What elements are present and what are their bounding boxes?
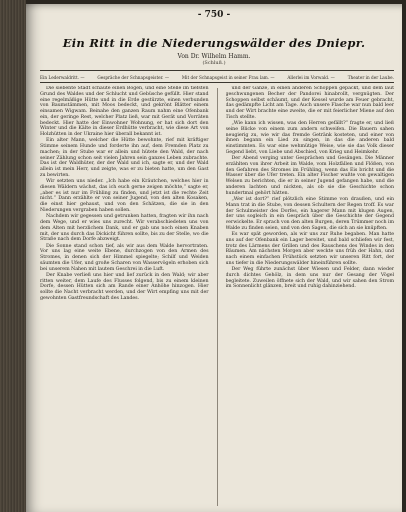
paragraph: „Wer ist dort?“ rief plötzlich eine Stimme von draußen, und ein Mann trat in die Stube, von dessen Schultern der Regen troff. Es war der Schulmeister des Dorfes, ein hagerer Mann mit klugen Augen, der uns sogleich in ein Gespräch über die Geschichte der Gegend verwickelte. Er sprach von den alten Burgen, deren Trümmer noch im Walde zu finden seien, und von den Sagen, die sich an sie knüpften. xyxy=(225,197,394,231)
page-number: - 750 - xyxy=(197,10,231,20)
summary-item: Gespräche der Schnapsgeister. — xyxy=(97,75,170,80)
continuation-note: (Schluß.) xyxy=(202,60,226,66)
summary-item: Theater in der Laube. xyxy=(347,75,394,80)
paragraph: Wir setzten uns nieder. „Ich habe ein Kräutchen, welches hier in diesen Wäldern wächst, das ich euch gerne zeigen möchte,“ sagte er, „aber es ist nur im Frühling zu finden, und jetzt ist die rechte Zeit nicht.“ Dann erzählte er von seiner Jugend, von den alten Kosaken, die einst hier gehaust, und von den Schätzen, die sie in den Niederungen vergraben haben sollen. xyxy=(40,179,209,213)
paragraph: Die siebente Stadt schaute einen Bogen, und eine Stelle im tiefsten Grund des Waldes und der Schlucht und Gebüsche gefüllt. Hier stand eine regelmäßige Hütte und in die Erde gestürzte, einen verbunden von Baumstämmen, mit Moos bedeckt, und gekrönt Blätter einem einsamen Wigwam. Beinahe den ganzen Raum nahm eine Ofenbank ein, der geringe Rest, welcher Platz ließ, war mit Gerät und Vorräten bedeckt. Hier hatte der Einwohner Wohnung, er hat sich dort den Winter und die Kälte in dieser Erdhütte verbracht, wie diese Art von Holzhütten in der Ukraine hier überall bekannt ist. xyxy=(40,86,209,137)
paragraph: Nachdem wir gegessen und getrunken hatten, fragten wir ihn nach dem Wege, und er wies uns zurecht. Wir verabschiedeten uns von dem Alten mit herzlichem Dank, und er gab uns noch einen Knaben mit, der uns durch das Dickicht führen sollte, bis zu der Stelle, wo die Straße nach dem Dorfe abzweigt. xyxy=(40,214,209,243)
column-divider xyxy=(217,88,218,506)
article-title: Ein Ritt in die Niederungswälder des Dniepr. xyxy=(62,36,366,50)
paragraph: Ein alter Mann, welcher die Hütte bewohnte, rief mit kräftiger Stimme seinem Hunde und forderte ihn auf, dem Fremden Platz zu machen; in der Stube war er allein und hütete den Wald, der nach seiner Zählung schon seit vielen Jahren sein ganzes Leben zubrachte. Das ist der Waldhüter, der der Wald und ich, sagte er, und der Wald allein ist mein Herr, und zeigte, was er zu bieten hatte, um den Gast zu bewirten. xyxy=(40,138,209,178)
summary-item: Ein Lederwaldritt. — xyxy=(40,75,85,80)
paragraph: Die Sonne stand schon tief, als wir aus dem Walde hervortraten. Vor uns lag eine weite Ebene, durchzogen von den Armen des Stromes, in denen sich der Himmel spiegelte; Schilf und Weiden säumten die Ufer, und große Scharen von Wasservögeln erhoben sich bei unserem Nahen mit lautem Geschrei in die Luft. xyxy=(40,243,209,272)
article-byline: Von Dr. Wilhelm Hamm. xyxy=(177,53,251,60)
section-summary xyxy=(40,75,394,80)
summary-item: Mit der Schnapsgeist in seiner Frau lam. — xyxy=(181,75,275,80)
book-page-edges xyxy=(0,0,26,512)
book-page xyxy=(26,4,402,512)
right-column xyxy=(226,86,395,508)
paragraph: Es war spät geworden, als wir uns zur Ruhe begaben. Man hatte uns auf der Ofenbank ein Lager bereitet, und bald schliefen wir fest, trotz des Lärmens der Grillen und des Rauschens des Windes in den Bäumen. Am nächsten Morgen aber weckte uns früh der Hahn, und nach einem einfachen Frühstück setzten wir unseren Ritt fort, der uns tiefer in die Niederungswälder hineinführen sollte. xyxy=(225,232,394,266)
summary-rule xyxy=(40,82,394,83)
summary-item: Allerlei im Vorwald. — xyxy=(287,75,335,80)
top-rule xyxy=(40,70,394,71)
paragraph: „Wie kann ich wissen, was den Herren gefällt?“ fragte er, und ließ seine Blicke von einem zum andern schweifen. Die Bauern sahen neugierig zu, wie wir das fremde Getränk kosteten, und einer von ihnen begann ein Lied zu singen, in das die anderen bald einstimmten. Es war eine wehmütige Weise, wie sie das Volk dieser Gegend liebt, von Liebe und Abschied, von Krieg und Heimkehr. xyxy=(225,121,394,155)
paragraph: Der Knabe verließ uns hier und lief zurück in den Wald; wir aber ritten weiter, dem Laufe des Flusses folgend, bis zu einem kleinen Dorfe, dessen Hütten sich am Rande einer Anhöhe hinzogen. Hier sollte die Nacht verbracht werden, und der Wirt empfing uns mit der gewohnten Gastfreundschaft des Landes. xyxy=(40,272,209,301)
left-column xyxy=(40,86,209,508)
text-columns xyxy=(40,86,394,508)
paragraph: Der Weg führte zunächst über Wiesen und Felder, dann wieder durch dichtes Gehölz, in dem uns nur der Gesang der Vögel begleitete. Zuweilen öffnete sich der Wald, und wir sahen den Strom im Sonnenlicht glänzen, breit und ruhig dahinziehend. xyxy=(225,267,394,290)
paragraph: Der Abend verging unter Gesprächen und Gesängen. Die Männer erzählten von ihrer Arbeit im Walde, vom Holzfällen und Flößen, von den Gefahren des Stromes im Frühling, wenn das Eis bricht und die Wasser über die Ufer treten. Ein alter Fischer wußte von gewaltigen Welsen zu berichten, die er in seiner Jugend gefangen habe, und die anderen lachten und nickten, als ob sie die Geschichte schon hundertmal gehört hätten. xyxy=(225,156,394,196)
paragraph: und der Ganze, in einen anderen Schoppen gepackt, und dem laut geschwungenen Becher der Pandorei hinabrollt, vergnügten. Der Schoppen selbst schäumt, und der Kessel wurde am Feuer gebracht, das gedämpfte Licht am Tage. Auch unsere Flasche war nun bald leer und der Wirt brachte eine zweite, die er mit feierlicher Miene auf den Tisch stellte. xyxy=(225,86,394,120)
